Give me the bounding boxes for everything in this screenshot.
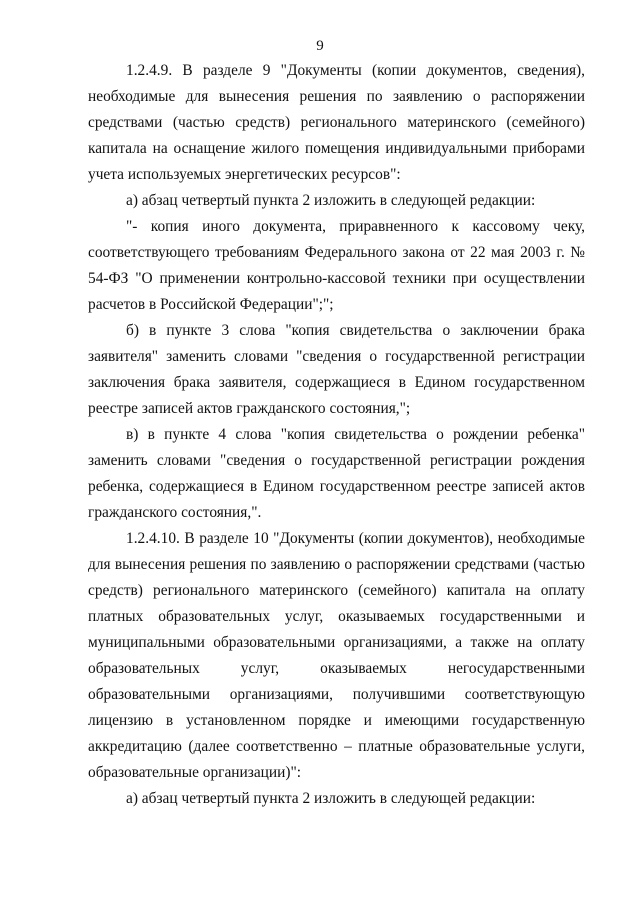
paragraph-1-2-4-10: 1.2.4.10. В разделе 10 "Документы (копии документов), необходимые для вынесения решения по заявлению о распоряжении средствами (частью средств) регионального материнского (семейного) капитала на оплату платных образовательных услуг, оказываемых государственными и муниципальными образовательными организациями, а также на оплату образовательных услуг, оказываемых негосударственными образовательными организациями, получившими соответствующую лицензию в установленном порядке и имеющими государственную аккредитацию (далее соответственно – платные образовательные услуги, образовательные организации)":: [88, 530, 585, 781]
paragraph-subitem-v: в) в пункте 4 слова "копия свидетельства о рождении ребенка" заменить словами "сведения о государственной регистрации рождения ребенка, содержащиеся в Едином государственном реестре записей актов гражданского состояния,".: [88, 426, 585, 521]
page-number: 9: [316, 38, 324, 54]
document-body: [88, 58, 585, 812]
paragraph-quote-cash-receipt: "- копия иного документа, приравненного к кассовому чеку, соответствующего требованиям Федерального закона от 22 мая 2003 г. № 54-ФЗ "О применении контрольно-кассовой техники при осуществлении расчетов в Российской Федерации";";: [88, 218, 585, 313]
paragraph-subitem-a-2: а) абзац четвертый пункта 2 изложить в следующей редакции:: [126, 790, 536, 807]
paragraph-subitem-a: а) абзац четвертый пункта 2 изложить в следующей редакции:: [126, 192, 536, 209]
paragraph-subitem-b: б) в пункте 3 слова "копия свидетельства о заключении брака заявителя" заменить словами "сведения о государственной регистрации заключения брака заявителя, содержащиеся в Едином государственном реестре записей актов гражданского состояния,";: [88, 322, 585, 417]
paragraph-1-2-4-9: 1.2.4.9. В разделе 9 "Документы (копии документов, сведения), необходимые для вынесения решения по заявлению о распоряжении средствами (частью средств) регионального материнского (семейного) капитала на оснащение жилого помещения индивидуальными приборами учета используемых энергетических ресурсов":: [88, 62, 585, 183]
